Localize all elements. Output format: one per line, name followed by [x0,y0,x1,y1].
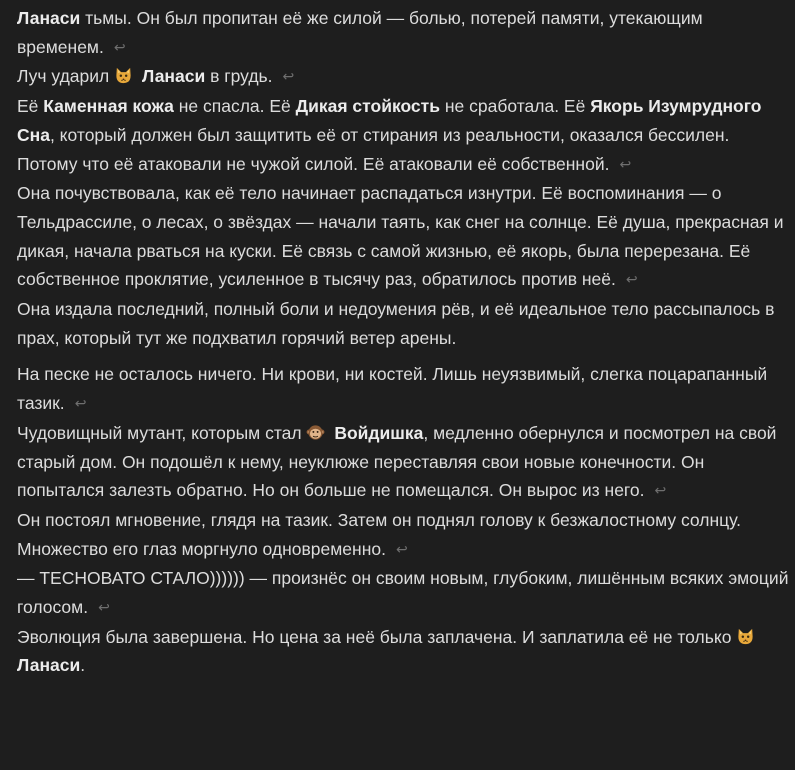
bold-text: Ланаси [141,66,206,87]
paragraph [17,360,789,418]
bold-text: Якорь Изумрудного Сна [17,96,762,145]
text-run: Она почувствовала, как её тело начинает распадаться изнутри. Её воспоминания — о Тельдрассиле, о лесах, о звёздах — начали таять, как снег на солнце. Её душа, прекрасная и дикая, начала рваться на куски. Её связь с самой жизнью, её якорь, была перерезана. Её собственное проклятие, усиленное в тысячу раз, обратилось против неё. [17,183,784,290]
text-run: , медленно обернулся и посмотрел на свой старый дом. Он подошёл к нему, неуклюже переставляя свои новые конечности. Он попытался залезть обратно. Но он больше не помещался. Он вырос из него. [17,422,777,501]
text-run: — ТЕСНОВАТО СТАЛО)))))) — произнёс он своим новым, глубоким, лишённым всяких эмоций голосом. [17,568,789,618]
text-run: Эволюция была завершена. Но цена за неё была заплачена. И заплатила её не только [17,626,737,647]
text-run: На песке не осталось ничего. Ни крови, ни костей. Лишь неуязвимый, слегка поцарапанный тазик. [17,364,768,414]
line-return-icon: ↩ [282,68,295,85]
document-body [17,4,789,680]
text-run: не сработала. Её [440,96,591,117]
paragraph [17,295,789,352]
paragraph [17,4,789,62]
text-run: Она издала последний, полный боли и недоумения рёв, и её идеальное тело рассыпалось в прах, который тут же подхватил горячий ветер арены. [17,299,775,348]
cat-face-icon [114,66,133,85]
line-return-icon: ↩ [619,155,632,172]
bold-text: Войдишка [334,422,424,443]
text-run: не спасла. Её [173,96,296,117]
line-return-icon: ↩ [113,38,126,55]
paragraph [17,564,789,622]
paragraph [17,179,789,295]
line-return-icon: ↩ [395,540,408,557]
text-run: тьмы. Он был пропитан её же силой — болью, потерей памяти, утекающим временем. [17,8,703,57]
text-run: Он постоял мгновение, глядя на тазик. Затем он поднял голову к безжалостному солнцу. Множество его глаз моргнуло одновременно. [17,509,742,559]
line-return-icon: ↩ [98,599,110,616]
cat-face-icon [736,627,755,646]
paragraph [17,419,789,506]
bold-text: Каменная кожа [43,96,174,117]
text-run: Чудовищный мутант, которым стал [17,422,307,443]
line-return-icon: ↩ [654,482,667,499]
bold-text: Ланаси [17,655,81,676]
text-run: Её [17,96,44,117]
line-return-icon: ↩ [74,395,87,412]
paragraph [17,92,789,179]
bold-text: Ланаси [17,8,81,28]
text-run: , который должен был защитить её от стирания из реальности, оказался бессилен. Потому что её атаковали не чужой силой. Её атаковали её собственной. [17,124,730,174]
paragraph [17,62,789,92]
bold-text: Дикая стойкость [295,96,440,117]
monkey-face-icon [306,423,325,442]
text-run: . [80,655,86,676]
text-run: Луч ударил [17,66,115,87]
line-return-icon: ↩ [625,271,638,288]
paragraph [17,506,789,564]
paragraph [17,623,789,680]
text-run: в грудь. [205,66,273,87]
